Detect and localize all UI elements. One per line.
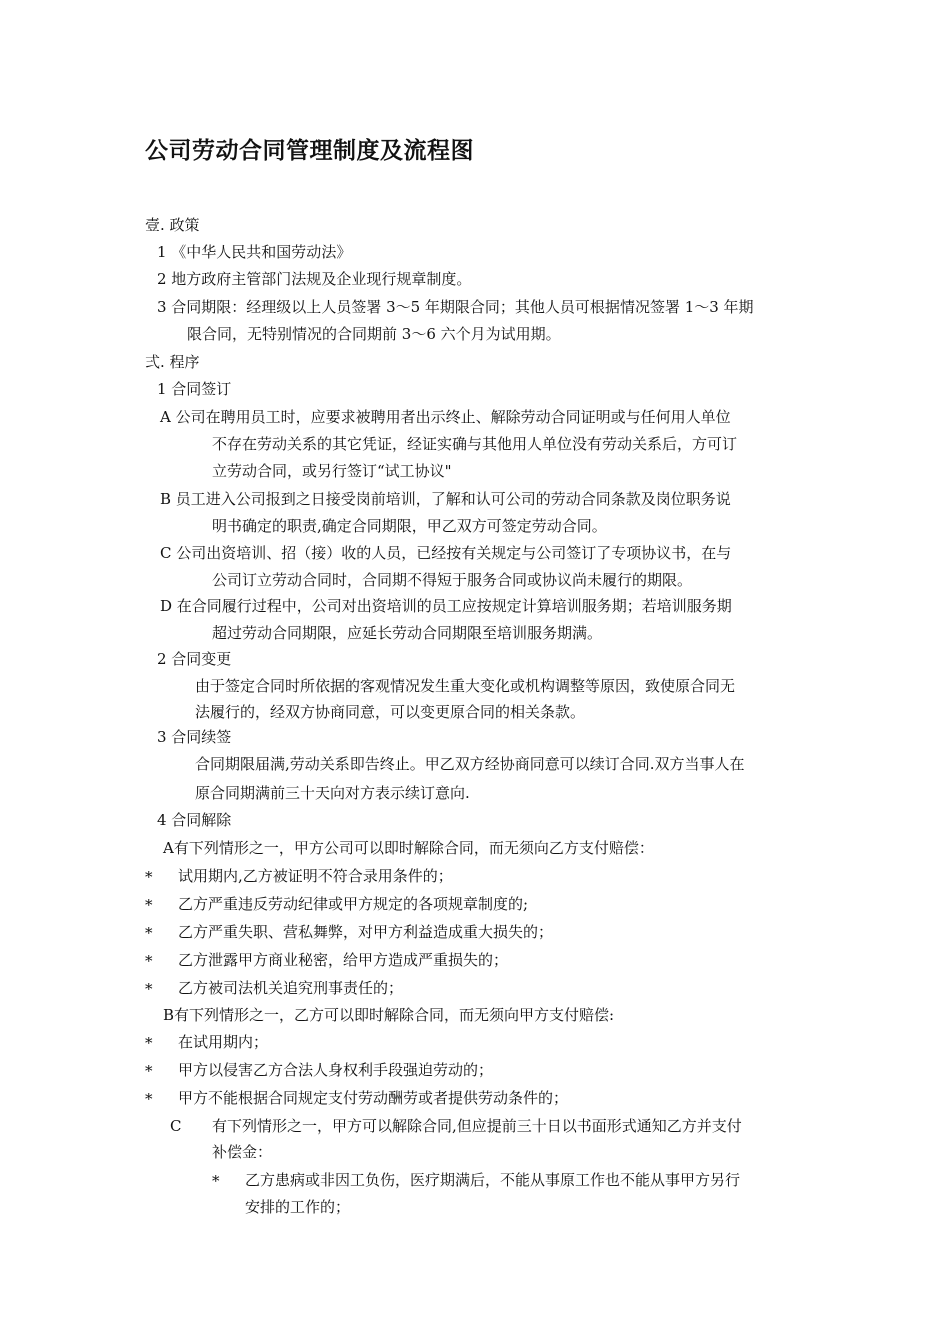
termination-b-intro: B有下列情形之一，乙方可以即时解除合同，而无须向甲方支付赔偿: (163, 1006, 615, 1024)
signing-clause-b-line-2: 明书确定的职责,确定合同期限，甲乙双方可签定劳动合同。 (212, 517, 607, 535)
renewal-text-line-2: 原合同期满前三十天向对方表示续订意向. (195, 784, 470, 802)
termination-a-item-5: 乙方被司法机关追究刑事责任的； (178, 979, 404, 997)
termination-b-item-3: 甲方不能根据合同规定支付劳动酬劳或者提供劳动条件的； (178, 1089, 569, 1107)
termination-c-intro-line-1: 有下列情形之一，甲方可以解除合同,但应提前三十日以书面形式通知乙方并支付 (212, 1117, 742, 1135)
signing-clause-d-line-1: D 在合同履行过程中，公司对出资培训的员工应按规定计算培训服务期；若培训服务期 (160, 597, 732, 615)
termination-c-intro-line-2: 补偿金： (212, 1143, 273, 1161)
subsection-heading-termination: 4 合同解除 (157, 811, 232, 829)
termination-b-item-1: 在试用期内； (178, 1033, 269, 1051)
termination-b-item-2: 甲方以侵害乙方合法人身权利手段强迫劳动的； (178, 1061, 494, 1079)
bullet-marker: * (145, 952, 153, 970)
termination-a-item-3: 乙方严重失职、营私舞弊，对甲方利益造成重大损失的； (178, 923, 554, 941)
policy-item-1: 1 《中华人民共和国劳动法》 (157, 243, 352, 261)
termination-a-item-1: 试用期内,乙方被证明不符合录用条件的； (178, 867, 453, 885)
signing-clause-b-line-1: B 员工进入公司报到之日接受岗前培训，了解和认可公司的劳动合同条款及岗位职务说 (160, 490, 731, 508)
bullet-marker: * (145, 868, 153, 886)
bullet-marker: * (145, 924, 153, 942)
signing-clause-c-line-1: C 公司出资培训、招（接）收的人员，已经按有关规定与公司签订了专项协议书，在与 (160, 544, 732, 562)
renewal-text-line-1: 合同期限届满,劳动关系即告终止。甲乙双方经协商同意可以续订合同.双方当事人在 (195, 755, 745, 773)
page-title: 公司劳动合同管理制度及流程图 (145, 138, 474, 164)
termination-a-intro: A有下列情形之一，甲方公司可以即时解除合同，而无须向乙方支付赔偿： (163, 839, 654, 857)
subsection-heading-change: 2 合同变更 (157, 650, 232, 668)
signing-clause-d-line-2: 超过劳动合同期限，应延长劳动合同期限至培训服务期满。 (212, 624, 603, 642)
section-heading-policy: 壹. 政策 (145, 216, 200, 234)
bullet-marker: * (145, 1062, 153, 1080)
subsection-heading-signing: 1 合同签订 (157, 380, 232, 398)
signing-clause-a-line-1: A 公司在聘用员工时，应要求被聘用者出示终止、解除劳动合同证明或与任何用人单位 (160, 408, 731, 426)
termination-a-item-4: 乙方泄露甲方商业秘密，给甲方造成严重损失的； (178, 951, 509, 969)
signing-clause-a-line-2: 不存在劳动关系的其它凭证，经证实确与其他用人单位没有劳动关系后，方可订 (212, 435, 738, 453)
bullet-marker: * (145, 980, 153, 998)
signing-clause-a-line-3: 立劳动合同，或另行签订“试工协议" (212, 462, 452, 480)
termination-a-item-2: 乙方严重违反劳动纪律或甲方规定的各项规章制度的; (178, 895, 529, 913)
policy-item-3-line-2: 限合同，无特别情况的合同期前 3～6 六个月为试用期。 (187, 325, 561, 343)
policy-item-2: 2 地方政府主管部门法规及企业现行规章制度。 (157, 270, 472, 288)
termination-c-label: C (170, 1117, 182, 1135)
bullet-marker: * (212, 1172, 220, 1190)
termination-c-item-1-line-2: 安排的工作的； (245, 1198, 351, 1216)
termination-c-item-1-line-1: 乙方患病或非因工负伤，医疗期满后，不能从事原工作也不能从事甲方另行 (245, 1171, 741, 1189)
change-text-line-2: 法履行的，经双方协商同意，可以变更原合同的相关条款。 (195, 703, 586, 721)
bullet-marker: * (145, 1034, 153, 1052)
change-text-line-1: 由于签定合同时所依据的客观情况发生重大变化或机构调整等原因，致使原合同无 (195, 677, 736, 695)
subsection-heading-renewal: 3 合同续签 (157, 728, 232, 746)
policy-item-3-line-1: 3 合同期限：经理级以上人员签署 3～5 年期限合同；其他人员可根据情况签署 1～3 年期 (157, 298, 754, 316)
bullet-marker: * (145, 1090, 153, 1108)
signing-clause-c-line-2: 公司订立劳动合同时，合同期不得短于服务合同或协议尚未履行的期限。 (212, 571, 693, 589)
section-heading-procedure: 弍. 程序 (145, 353, 200, 371)
bullet-marker: * (145, 896, 153, 914)
